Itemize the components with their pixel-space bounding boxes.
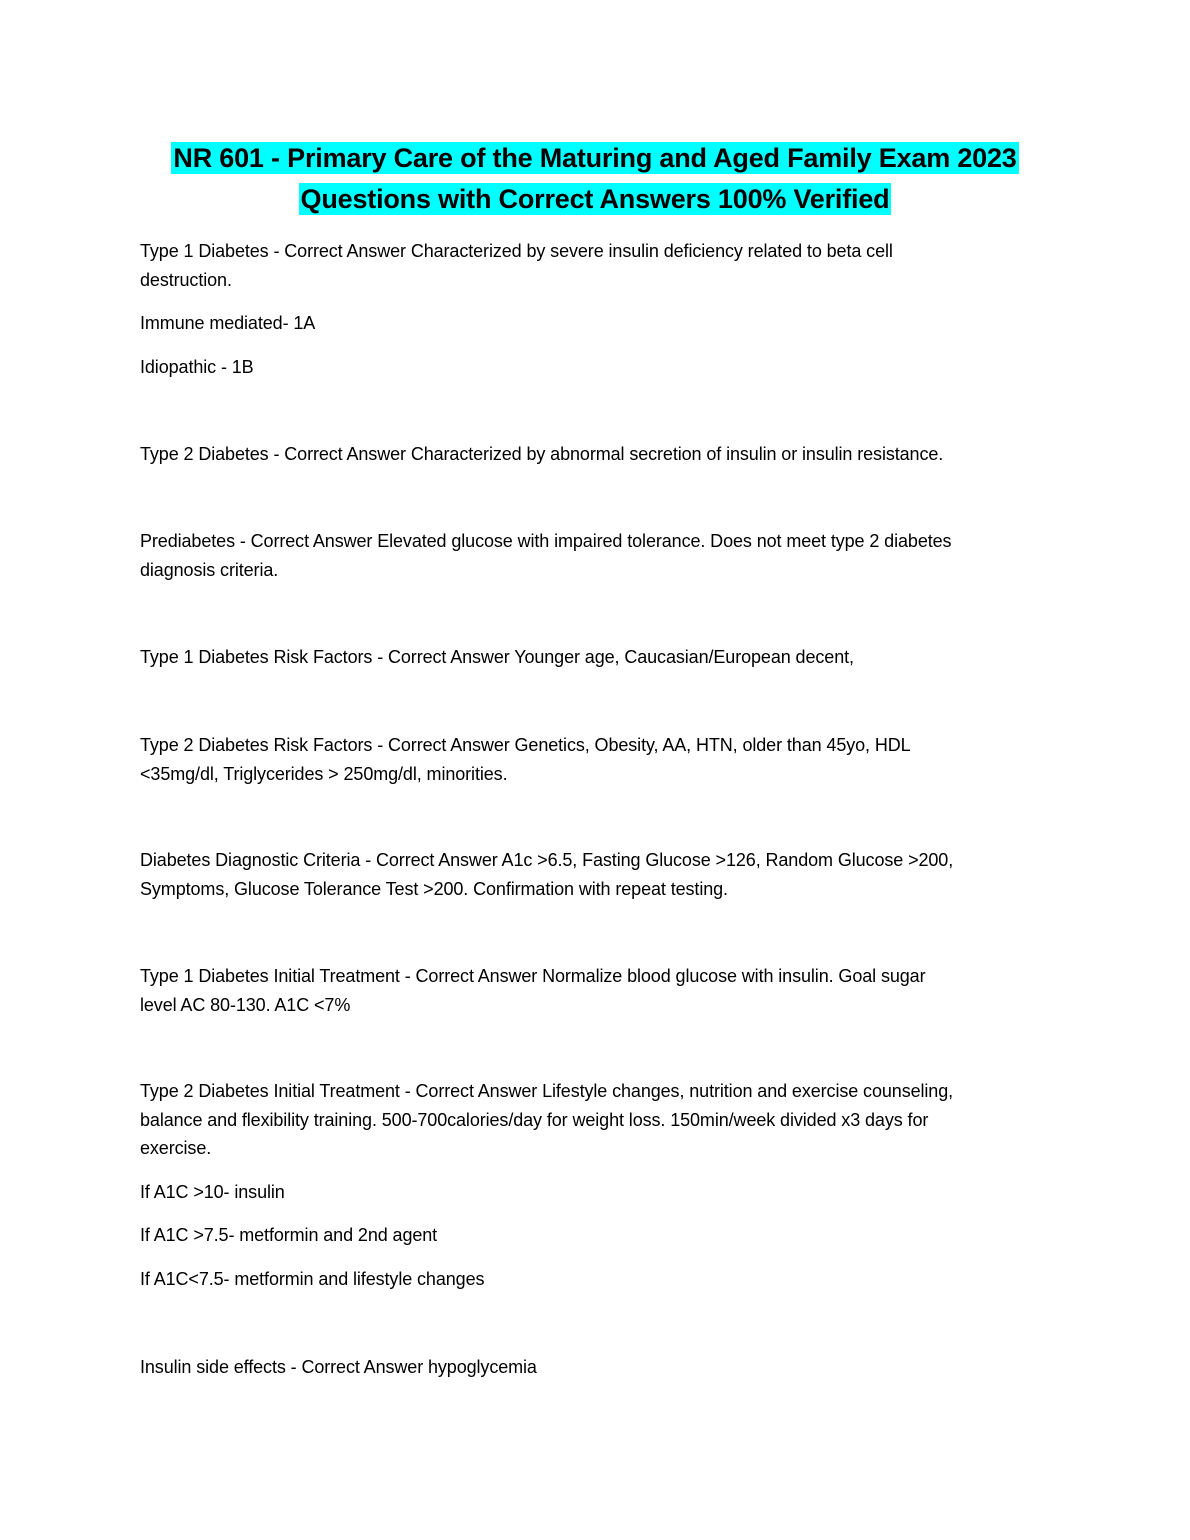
paragraph-type2-diabetes	[140, 440, 1060, 469]
text-line: Prediabetes - Correct Answer Elevated glucose with impaired tolerance. Does not meet type 2 diabetes	[140, 531, 952, 551]
paragraph-type1-diabetes	[140, 237, 1060, 294]
text-line: Idiopathic - 1B	[140, 357, 254, 377]
text-line: destruction.	[140, 269, 232, 290]
text-line: Type 1 Diabetes Risk Factors - Correct Answer Younger age, Caucasian/European decent,	[140, 647, 854, 667]
text-line: Insulin side effects - Correct Answer hypoglycemia	[140, 1357, 537, 1377]
text-line: If A1C >10- insulin	[140, 1182, 285, 1202]
document-title	[100, 138, 1090, 220]
paragraph-type2-treatment	[140, 1077, 1060, 1163]
text-line: Symptoms, Glucose Tolerance Test >200. Confirmation with repeat testing.	[140, 878, 728, 899]
paragraph-type1-risk-factors	[140, 643, 1060, 672]
text-line: Type 1 Diabetes Initial Treatment - Correct Answer Normalize blood glucose with insulin. Goal sugar	[140, 966, 926, 986]
title-line-1: NR 601 - Primary Care of the Maturing and Aged Family Exam 2023	[173, 143, 1017, 173]
paragraph-immune-mediated	[140, 309, 1060, 338]
title-line-2: Questions with Correct Answers 100% Verified	[300, 184, 890, 214]
text-line: Type 2 Diabetes - Correct Answer Characterized by abnormal secretion of insulin or insulin resistance.	[140, 444, 944, 464]
text-line: Type 1 Diabetes - Correct Answer Characterized by severe insulin deficiency related to beta cell	[140, 241, 893, 261]
paragraph-diagnostic-criteria	[140, 846, 1060, 903]
text-line: level AC 80-130. A1C <7%	[140, 994, 351, 1015]
text-line: If A1C<7.5- metformin and lifestyle changes	[140, 1269, 485, 1289]
text-line: exercise.	[140, 1138, 212, 1158]
text-line: Type 2 Diabetes Initial Treatment - Correct Answer Lifestyle changes, nutrition and exercise counseling,	[140, 1081, 954, 1101]
paragraph-a1c-over-7-5	[140, 1221, 1060, 1250]
text-line: Immune mediated- 1A	[140, 313, 316, 333]
paragraph-a1c-over-10	[140, 1178, 1060, 1207]
paragraph-a1c-under-7-5	[140, 1265, 1060, 1294]
text-line: If A1C >7.5- metformin and 2nd agent	[140, 1225, 438, 1245]
paragraph-type1-treatment	[140, 962, 1060, 1019]
paragraph-prediabetes	[140, 527, 1060, 584]
text-line: <35mg/dl, Triglycerides > 250mg/dl, minorities.	[140, 763, 508, 784]
paragraph-idiopathic	[140, 353, 1060, 382]
text-line: Diabetes Diagnostic Criteria - Correct Answer A1c >6.5, Fasting Glucose >126, Random Glucose >200,	[140, 850, 954, 870]
paragraph-insulin-side-effects	[140, 1353, 1060, 1382]
paragraph-type2-risk-factors	[140, 731, 1060, 788]
text-line: Type 2 Diabetes Risk Factors - Correct Answer Genetics, Obesity, AA, HTN, older than 45yo, HDL	[140, 735, 911, 755]
text-line: balance and flexibility training. 500-700calories/day for weight loss. 150min/week divided x3 days for	[140, 1109, 929, 1130]
text-line: diagnosis criteria.	[140, 559, 279, 580]
